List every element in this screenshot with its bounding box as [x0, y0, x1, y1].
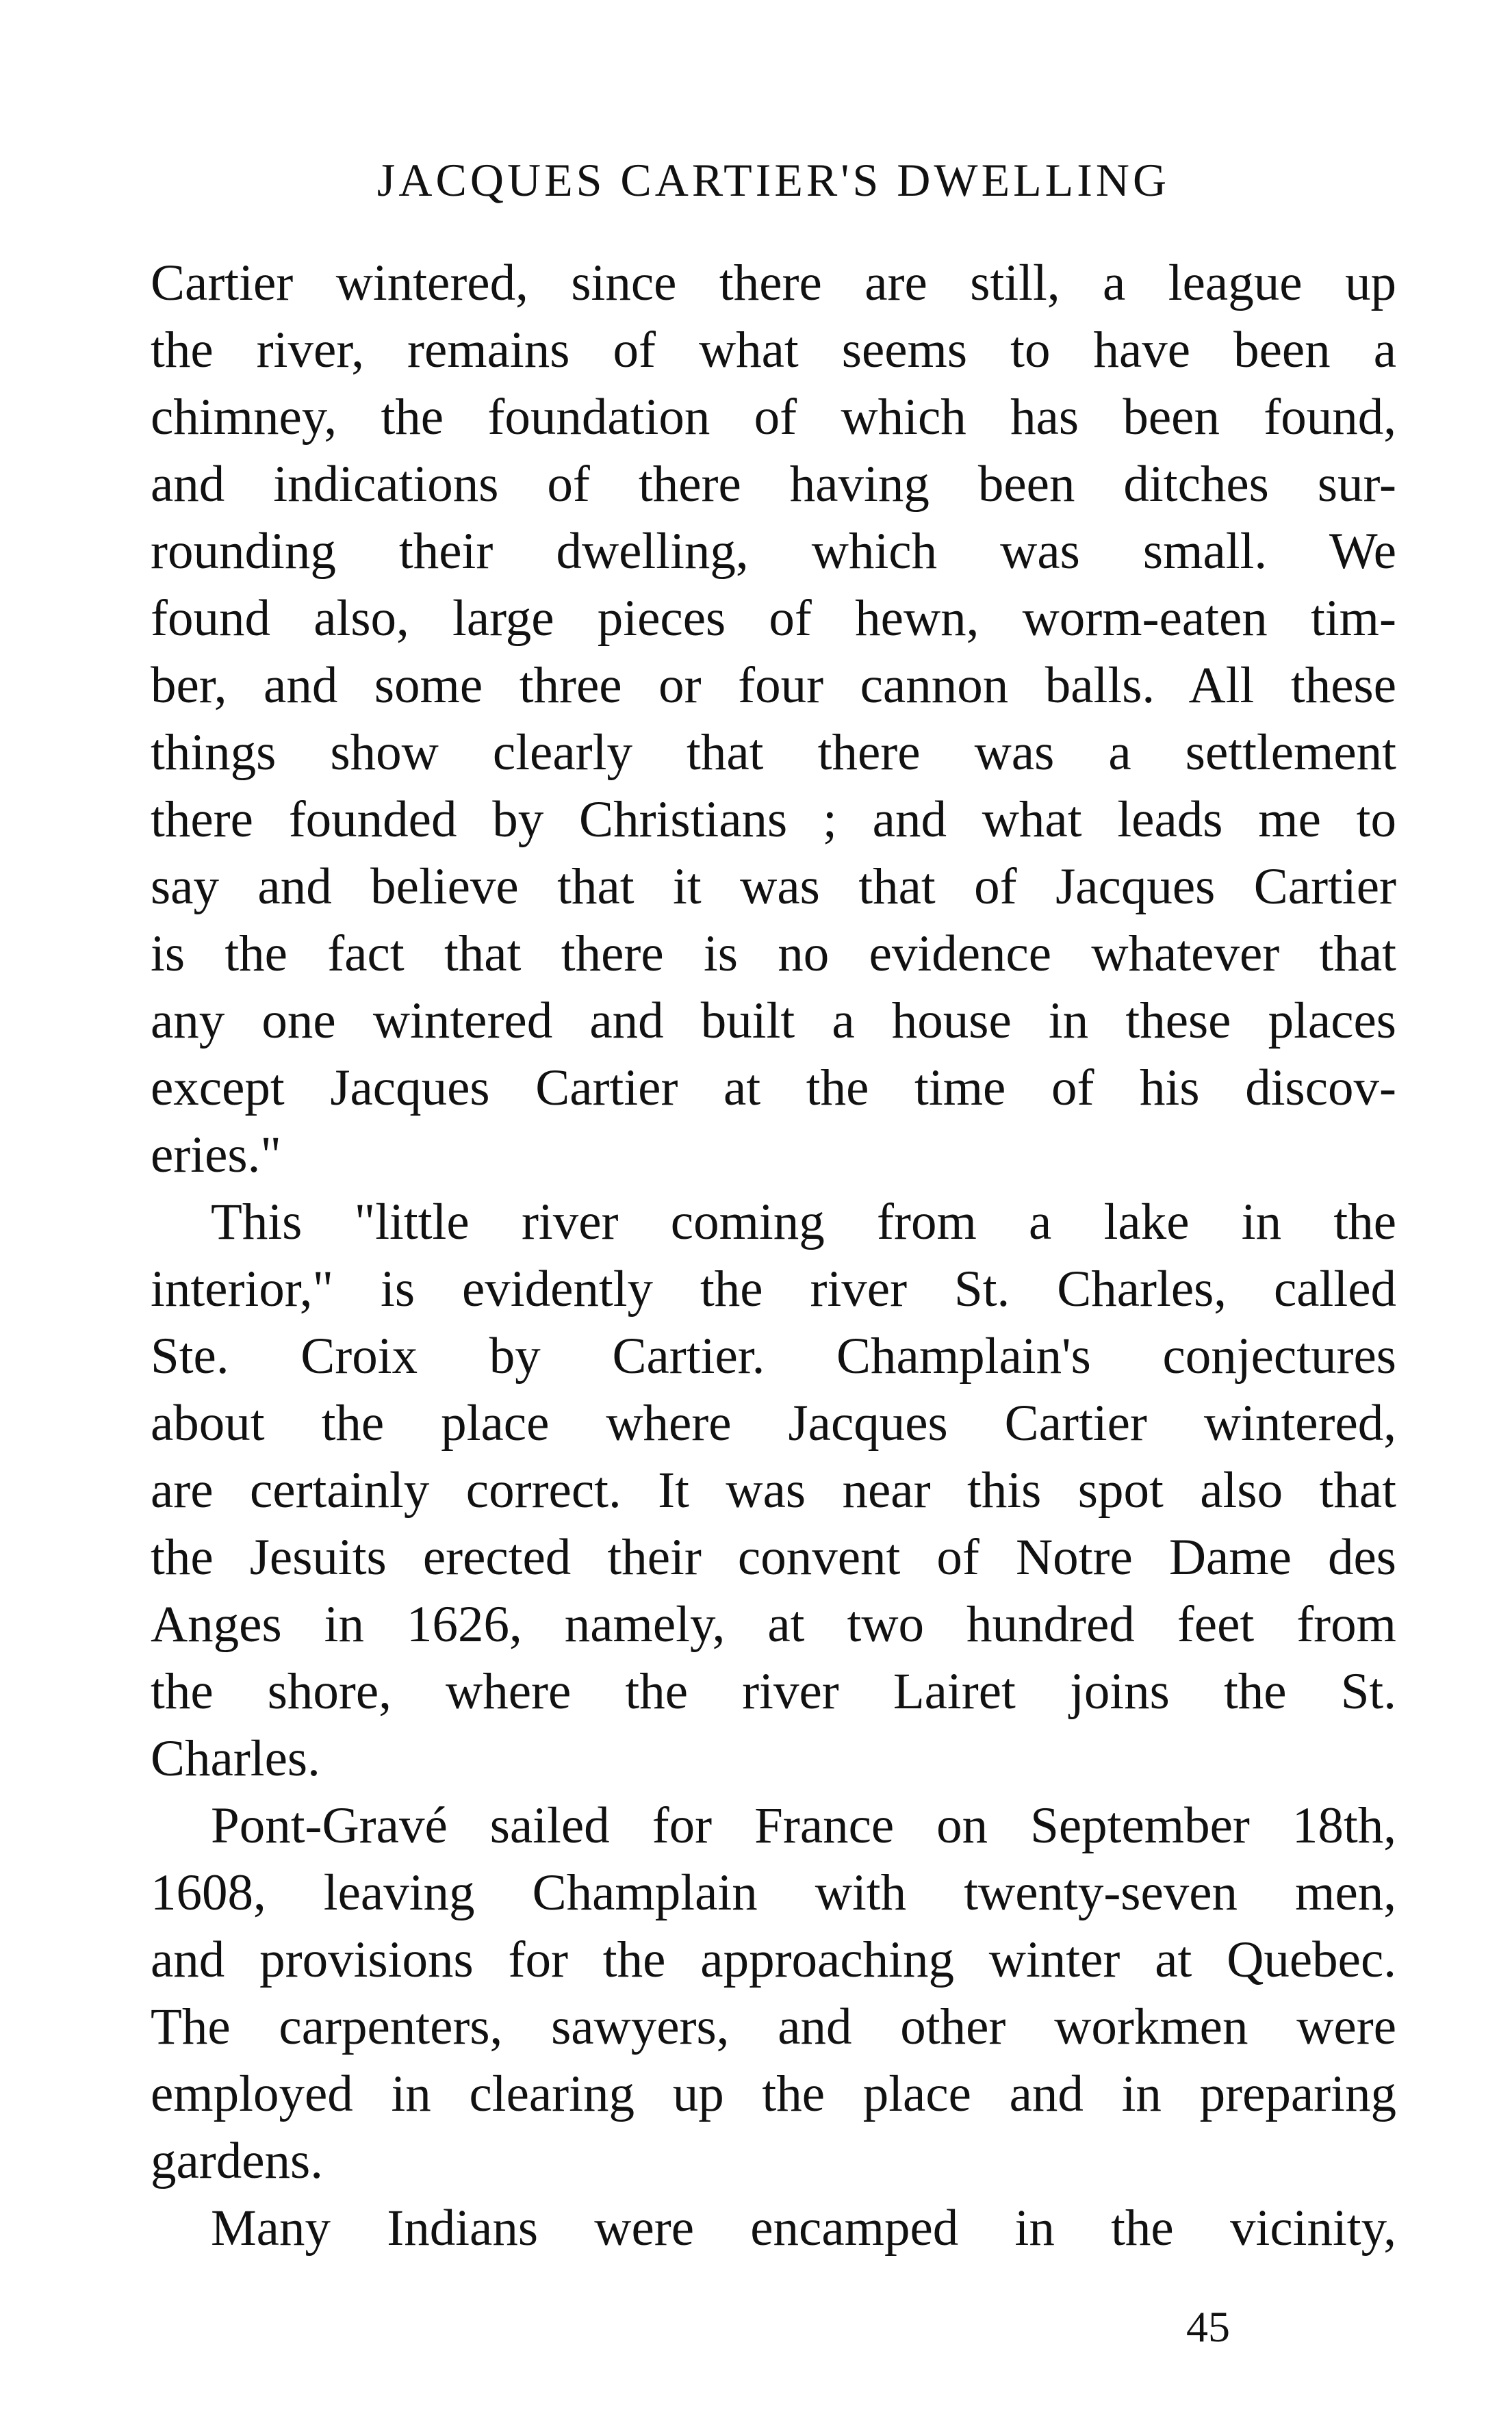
text-line: and indications of there having been ditches sur-	[151, 456, 1396, 513]
text-line: The carpenters, sawyers, and other workmen were	[151, 1999, 1396, 2055]
text-line: any one wintered and built a house in these places	[151, 992, 1396, 1049]
text-line: interior," is evidently the river St. Charles, called	[151, 1261, 1396, 1318]
text-line: ber, and some three or four cannon balls. All these	[151, 657, 1396, 714]
text-line: employed in clearing up the place and in preparing	[151, 2066, 1396, 2122]
text-line: the river, remains of what seems to have been a	[151, 322, 1396, 378]
text-line: about the place where Jacques Cartier wintered,	[151, 1395, 1396, 1452]
text-line: This "little river coming from a lake in the	[211, 1194, 1396, 1250]
body-text	[151, 250, 1396, 2262]
text-line: Ste. Croix by Cartier. Champlain's conjectures	[151, 1328, 1396, 1385]
text-line: chimney, the foundation of which has been found,	[151, 389, 1396, 446]
text-line: Cartier wintered, since there are still, a league up	[151, 255, 1396, 311]
paragraph-4	[151, 2195, 1396, 2262]
text-line: and provisions for the approaching winter at Quebec.	[151, 1931, 1396, 1988]
text-line: the Jesuits erected their convent of Notre Dame des	[151, 1529, 1396, 1586]
text-line: gardens.	[151, 2133, 323, 2189]
text-line: eries."	[151, 1127, 281, 1183]
paragraph-3	[151, 1792, 1396, 2195]
text-line: except Jacques Cartier at the time of his discov-	[151, 1059, 1396, 1116]
text-line: 1608, leaving Champlain with twenty-seven men,	[151, 1864, 1396, 1921]
text-line: Charles.	[151, 1730, 320, 1787]
text-line: things show clearly that there was a settlement	[151, 724, 1396, 781]
paragraph-1	[151, 250, 1396, 1189]
running-head: JACQUES CARTIER'S DWELLING	[376, 154, 1170, 206]
paragraph-2	[151, 1189, 1396, 1792]
text-line: Many Indians were encamped in the vicinity,	[211, 2200, 1396, 2257]
text-line: Pont-Gravé sailed for France on September 18th,	[211, 1797, 1396, 1854]
text-line: there founded by Christians ; and what leads me to	[151, 791, 1396, 848]
text-line: rounding their dwelling, which was small. We	[151, 523, 1396, 580]
text-line: say and believe that it was that of Jacques Cartier	[151, 858, 1396, 915]
text-line: the shore, where the river Lairet joins the St.	[151, 1663, 1396, 1720]
text-line: Anges in 1626, namely, at two hundred feet from	[151, 1596, 1396, 1653]
text-line: are certainly correct. It was near this spot also that	[151, 1462, 1396, 1519]
text-line: is the fact that there is no evidence whatever that	[151, 925, 1396, 982]
text-line: found also, large pieces of hewn, worm-eaten tim-	[151, 590, 1396, 647]
page-number: 45	[1186, 2302, 1230, 2351]
